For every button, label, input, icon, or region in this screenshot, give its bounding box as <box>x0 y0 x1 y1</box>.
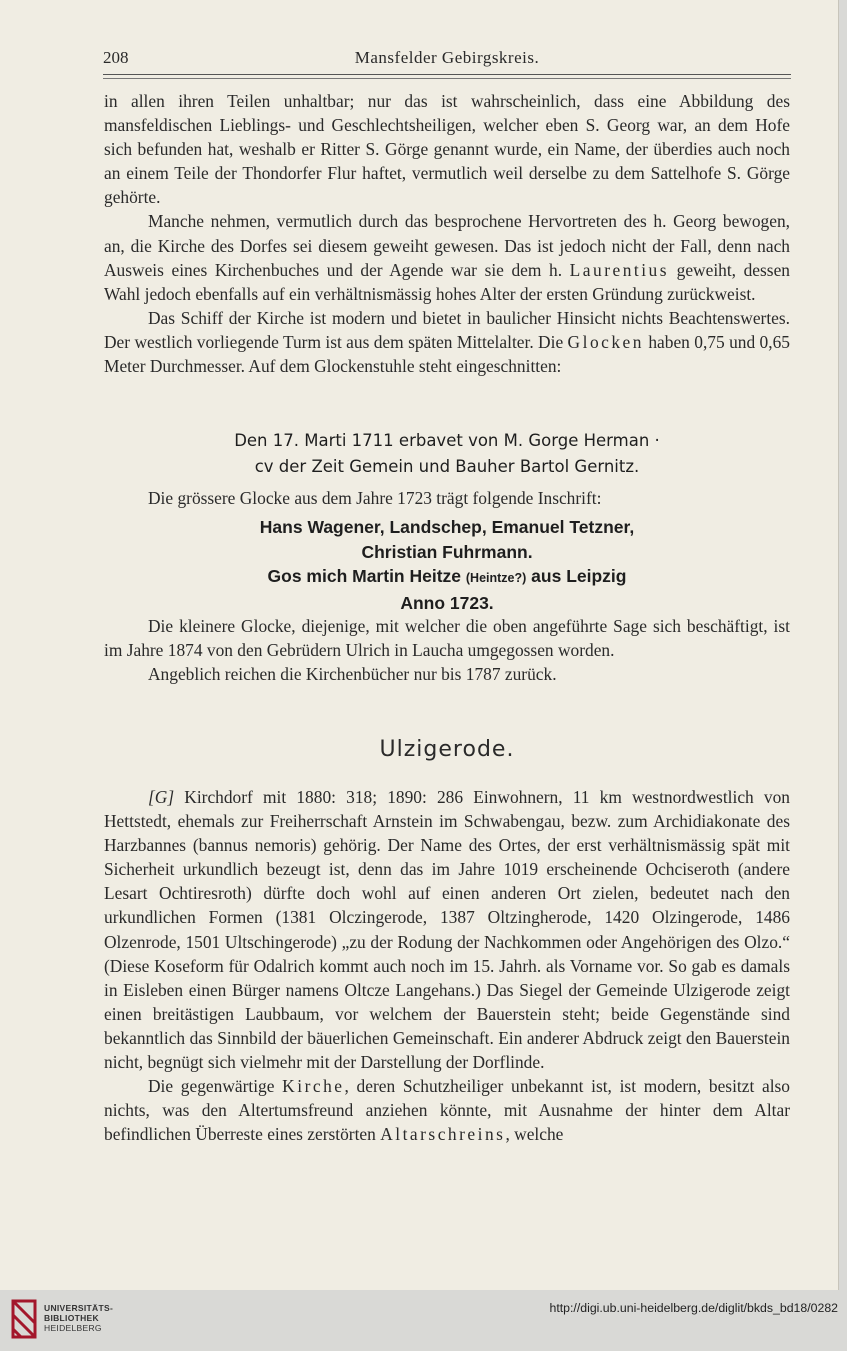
bell-inscription-small <box>104 428 790 480</box>
paragraph: Das Schiff der Kirche ist modern und bietet in baulicher Hinsicht nichts Beachtenswertes. Der westlich vorliegende Turm ist aus dem späten Mittelalter. Die Glocken haben 0,75 und 0,65 Meter Durchmesser. Auf dem Glockenstuhle steht eingeschnitten: <box>104 307 790 377</box>
spaced-emphasis: Altarschreins <box>380 1124 506 1145</box>
bell-intro <box>104 486 790 510</box>
source-marker: [G] <box>148 787 175 807</box>
library-name: UNIVERSITÄTS- BIBLIOTHEK HEIDELBERG <box>44 1303 114 1333</box>
bell-inscription-large <box>104 515 790 615</box>
body-text-section <box>104 785 790 1146</box>
section-title: Ulzigerode. <box>379 737 515 762</box>
viewer-footer <box>0 1290 847 1351</box>
spaced-emphasis: Laurentius <box>569 259 670 280</box>
inscription-line: Anno 1723. <box>400 592 494 613</box>
inscription-line: Den 17. Marti 1711 erbavet von M. Gorge Herman · <box>234 431 660 450</box>
paragraph: Manche nehmen, vermutlich durch das besprochene Hervortreten des h. Georg bewogen, an, die Kirche des Dorfes sei diesem geweiht gewesen. Das ist jedoch nicht der Fall, denn nach Ausweis eines Kirchenbuches und der Agende war sie dem h. Laurentius geweiht, dessen Wahl jedoch ebenfalls auf ein verhältnismässig hohes Alter der ersten Gründung zurückweist. <box>104 211 790 304</box>
page-number: 208 <box>103 48 129 67</box>
header-rule-secondary <box>103 78 791 79</box>
body-text-mid <box>104 614 790 686</box>
inscription-line: Gos mich Martin Heitze (Heintze?) aus Leipzig <box>267 566 627 586</box>
paragraph: Angeblich reichen die Kirchenbücher nur bis 1787 zurück. <box>148 664 557 685</box>
spaced-emphasis: Kirche <box>282 1076 345 1097</box>
inscription-line: Christian Fuhrmann. <box>361 541 533 562</box>
spaced-emphasis: Glocken <box>567 331 644 352</box>
permalink-url[interactable]: http://digi.ub.uni-heidelberg.de/diglit/bkds_bd18/0282 <box>549 1301 838 1315</box>
paragraph: Die grössere Glocke aus dem Jahre 1723 trägt folgende Inschrift: <box>148 488 602 508</box>
inscription-line: cv der Zeit Gemein und Bauher Bartol Gernitz. <box>254 457 640 476</box>
page-header <box>103 44 791 72</box>
inscription-line: Hans Wagener, Landschep, Emanuel Tetzner, <box>259 517 635 537</box>
body-text-top <box>104 89 790 378</box>
running-title: Mansfelder Gebirgskreis. <box>354 48 540 67</box>
paragraph: [G] Kirchdorf mit 1880: 318; 1890: 286 Einwohnern, 11 km westnordwestlich von Hettstedt, ehemals zur Freiherrschaft Arnstein im Schwabengau, bezw. zum Archidiakonate des Harzbannes (bannus nemoris) gehörig. Der Name des Ortes, der erst verhältnismässig spät mit Sicherheit urkundlich bezeugt ist, denn das im Jahre 1019 erscheinende Ochciseroth (andere Lesart Ochtiresroth) dürfte doch wohl auf einen anderen Ort zielen, bedeutet nach den urkundlichen Formen (1381 Olczingerode, 1387 Oltzingherode, 1420 Olzingerode, 1486 Olzenrode, 1501 Ultschingerode) „zu der Rodung der Nachkommen oder Angehörigen des Olzo.“ (Diese Koseform für Odalrich kommt auch noch im 15. Jahrh. als Vorname vor. So gab es damals in Eisleben einen Bürger namens Oltcze Langehans.) Das Siegel der Gemeinde Ulzigerode zeigt einen breitästigen Laubbaum, vor welchem der Bauerstein steht; beide Gegenstände sind bekanntlich das Sinnbild der bäuerlichen Gemeinschaft. Ein anderer Abdruck zeigt den Bauerstein nicht, begnügt sich vielmehr mit der Darstellung der Dorflinde. <box>104 787 790 1073</box>
header-rule <box>103 74 791 75</box>
paragraph: in allen ihren Teilen unhaltbar; nur das ist wahrscheinlich, dass eine Abbildung des mansfeldischen Lieblings- und Geschlechtsheiligen, welcher eben S. Georg war, an dem Hofe sich befunden hat, weshalb er Ritter S. Görge genannt wurde, ein Name, der überdies auch noch an einem Teile der Thondorfer Flur haftet, vermutlich weil derselbe zu dem Sattelhofe S. Görge gehörte. <box>104 91 790 208</box>
university-library-logo-icon[interactable] <box>10 1298 38 1340</box>
paragraph: Die gegenwärtige Kirche, deren Schutzheiliger unbekannt ist, ist modern, besitzt also nichts, was den Altertumsfreund anziehen könnte, mit Ausnahme der hinter dem Altar befindlichen Überreste eines zerstörten Altarschreins, welche <box>104 1076 790 1145</box>
paragraph: Die kleinere Glocke, diejenige, mit welcher die oben angeführte Sage sich beschäftigt, ist im Jahre 1874 von den Gebrüdern Ulrich in Laucha umgegossen worden. <box>104 616 790 661</box>
